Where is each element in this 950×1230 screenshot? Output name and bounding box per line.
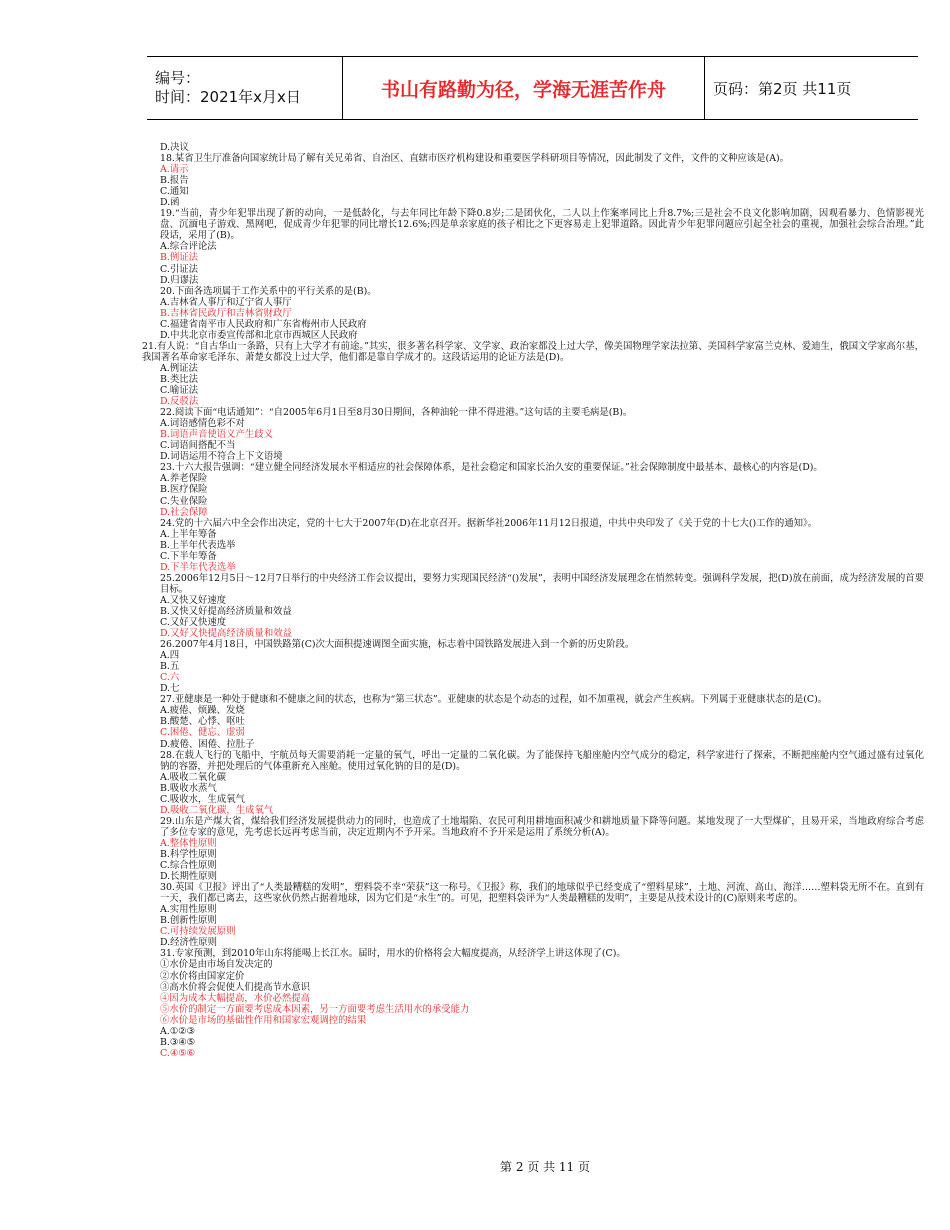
document-line: D.经济性原则 <box>160 937 218 949</box>
document-line: A.吉林省人事厅和辽宁省人事厅 <box>160 296 292 308</box>
document-line: D.疲倦、困倦、拉肚子 <box>160 738 255 750</box>
document-line: 23.十六大报告强调：“建立健全同经济发展水平相适应的社会保障体系，是社会稳定和国家长治久安的重要保证。”社会保障制度中最基本、最核心的内容是(D)。 <box>160 462 823 474</box>
document-line: ④因为成本大幅提高，水价必然提高 <box>160 992 311 1004</box>
document-time-label: 时间：2021年x月x日 <box>155 88 301 106</box>
document-line: D.七 <box>160 683 180 695</box>
document-line: 27.亚健康是一种处于健康和不健康之间的状态，也称为“第三状态”。亚健康的状态是个动态的过程，如不加重视，就会产生疾病。下列属于亚健康状态的是(C)。 <box>160 694 828 706</box>
document-line: 28.在载人飞行的飞船中，宇航员每天需要消耗一定量的氧气，呼出一定量的二氧化碳。为了能保持飞船座舱内空气成分的稳定，科学家进行了探索，不断把座舱内空气通过盛有过氧化钠的容器，并把处理后的气体重新充入座舱。使用过氧化钠的目的是(D)。 <box>160 749 924 772</box>
document-line: ⑤水价的制定一方面要考虑成本因素，另一方面要考虑生活用水的承受能力 <box>160 1003 470 1015</box>
document-line: D.函 <box>160 197 180 209</box>
document-line: 29.山东是产煤大省，煤给我们经济发展提供动力的同时，也造成了土地塌陷、农民可利用耕地面积减少和耕地质量下降等问题。某地发现了一大型煤矿，且易开采，当地政府综合考虑了多位专家的意见，先考虑长远再考虑当前，决定近期内不予开采。当地政府不予开采是运用了系统分析(A)。 <box>160 815 924 838</box>
document-line: D.长期性原则 <box>160 871 218 883</box>
document-line: A.①②③ <box>160 1025 195 1037</box>
document-line: 25.2006年12月5日～12月7日举行的中央经济工作会议提出，要努力实现国民经济“()发展”，表明中国经济发展理念在悄然转变。强调科学发展，把(D)放在前面，成为经济发展的首要目标。 <box>160 572 924 595</box>
document-line: B.吉林省民政厅和吉林省财政厅 <box>160 307 292 319</box>
document-line: A.上半年筹备 <box>160 528 217 540</box>
document-line: D.归谬法 <box>160 274 199 286</box>
document-line: 31.专家预测，到2010年山东将能喝上长江水。届时，用水的价格将会大幅度提高，从经济学上讲这体现了(C)。 <box>160 948 626 960</box>
document-line: C.下半年筹备 <box>160 550 217 562</box>
document-line: B.医疗保险 <box>160 484 208 496</box>
document-line: C.吸收水，生成氧气 <box>160 793 245 805</box>
document-number-label: 编号： <box>155 69 201 87</box>
document-line: C.可持续发展原则 <box>160 926 236 938</box>
document-line: 19.“当前，青少年犯罪出现了新的动向，一是低龄化，与去年同比年龄下降0.8岁;二是团伙化，二人以上作案率同比上升8.7%;三是社会不良文化影响加剧，因观看暴力、色情影视光盘、沉湎电子游戏、黑网吧，促成青少年犯罪的同比增长12.6%;四是单亲家庭的孩子相比之下更容易走上犯罪道路。因此青少年犯罪问题应引起全社会的重视，加强社会综合治理。”此段话，采用了(B)。 <box>160 208 924 242</box>
document-line: D.中共北京市委宣传部和北京市西城区人民政府 <box>160 329 358 341</box>
document-line: B.五 <box>160 661 180 673</box>
document-line: D.吸收二氧化碳，生成氧气 <box>160 804 274 816</box>
document-line: ⑥水价是市场的基础性作用和国家宏观调控的结果 <box>160 1014 367 1026</box>
document-line: C.喻证法 <box>160 385 198 397</box>
document-line: B.又快又好提高经济质量和效益 <box>160 605 292 617</box>
document-line: C.④⑤⑥ <box>160 1047 196 1059</box>
document-line: A.例证法 <box>160 362 198 374</box>
document-line: C.福建省南平市人民政府和广东省梅州市人民政府 <box>160 318 367 330</box>
document-line: A.实用性原则 <box>160 904 217 916</box>
document-line: 30.英国《卫报》评出了“人类最糟糕的发明”，塑料袋不幸“荣获”这一称号。《卫报》称，我们的地球似乎已经变成了“塑料星球”，土地、河流、高山、海洋……塑料袋无所不在。直到有一天，我们都已离去，这些家伙仍然占据着地球，因为它们是“永生”的。可见，把塑料袋评为“人类最糟糕的发明”，主要是从技术设计的(C)原则来考虑的。 <box>160 882 924 905</box>
document-line: B.吸收水蒸气 <box>160 782 217 794</box>
document-line: 20.下面各选项属于工作关系中的平行关系的是(B)。 <box>160 285 377 297</box>
document-line: C.又好又快速度 <box>160 617 227 629</box>
document-line: C.六 <box>160 672 180 684</box>
document-line: A.综合评论法 <box>160 241 217 253</box>
header-page-label: 页码：第2页 共11页 <box>713 79 852 98</box>
document-line: D.反驳法 <box>160 396 199 408</box>
document-line: B.词语声音使语义产生歧义 <box>160 429 273 441</box>
document-line: C.引证法 <box>160 263 198 275</box>
document-line: 22.阅读下面“电话通知”：“自2005年6月1日至8月30日期间，各种油轮一律不得进港。”这句话的主要毛病是(B)。 <box>160 407 633 419</box>
document-line: A.又快又好速度 <box>160 594 227 606</box>
document-line: B.上半年代表选举 <box>160 539 236 551</box>
document-line: A.疲倦、烦躁、发烧 <box>160 705 245 717</box>
document-line: A.词语感情色彩不对 <box>160 418 245 430</box>
document-line: ②水价将由国家定价 <box>160 970 245 982</box>
document-line: D.词语运用不符合上下文语境 <box>160 451 283 463</box>
document-line: ③高水价将会促使人们提高节水意识 <box>160 981 311 993</box>
document-line: D.下半年代表选举 <box>160 561 236 573</box>
document-line: C.困倦、健忘、虚弱 <box>160 727 245 739</box>
page-header <box>147 56 918 120</box>
document-line: B.创新性原则 <box>160 915 217 927</box>
header-motto: 书山有路勤为径，学海无涯苦作舟 <box>343 57 705 119</box>
document-line: C.词语间搭配不当 <box>160 440 236 452</box>
document-line: 24.党的十六届六中全会作出决定，党的十七大于2007年(D)在北京召开。据新华社2006年11月12日报道，中共中央印发了《关于党的十七大()工作的通知》。 <box>160 517 818 529</box>
document-line: A.吸收二氧化碳 <box>160 771 227 783</box>
document-line: 26.2007年4月18日，中国铁路第(C)次大面积提速调图全面实施，标志着中国铁路发展进入到一个新的历史阶段。 <box>160 639 635 651</box>
document-line: B.科学性原则 <box>160 849 217 860</box>
document-line: 18.某省卫生厅准备向国家统计局了解有关兄弟省、自治区、直辖市医疗机构建设和重要医学科研项目等情况，因此制发了文件，文件的文种应该是(A)。 <box>160 153 790 165</box>
document-line: A.请示 <box>160 164 189 176</box>
document-line: C.通知 <box>160 186 189 198</box>
document-line: B.③④⑤ <box>160 1036 196 1048</box>
document-line: B.酸楚、心悸、呕吐 <box>160 716 245 728</box>
document-line: D.决议 <box>160 142 189 153</box>
document-line: ①水价是由市场自发决定的 <box>160 959 273 971</box>
document-line: A.养老保险 <box>160 473 208 485</box>
document-line: C.失业保险 <box>160 495 208 507</box>
document-line: B.报告 <box>160 175 189 187</box>
document-line: A.整体性原则 <box>160 837 217 849</box>
document-line: D.又好又快提高经济质量和效益 <box>160 628 293 640</box>
header-meta-cell <box>147 57 343 119</box>
document-line: 21.有人说：“自古华山一条路，只有上大学才有前途。”其实，很多著名科学家、文学家、政治家都没上过大学，像美国物理学家法拉第、美国科学家富兰克林、爱迪生，俄国文学家高尔基，我国著名革命家毛泽东、萧楚女都没上过大学，他们都是靠自学成才的。这段话运用的论证方法是(D)。 <box>142 340 924 363</box>
document-line: D.社会保障 <box>160 506 208 518</box>
page-footer: 第 2 页 共 11 页 <box>500 1160 590 1174</box>
document-line: C.综合性原则 <box>160 860 217 872</box>
document-line: B.例证法 <box>160 252 198 264</box>
document-line: B.类比法 <box>160 373 198 385</box>
document-line: A.四 <box>160 650 180 662</box>
document-body <box>142 142 924 1059</box>
